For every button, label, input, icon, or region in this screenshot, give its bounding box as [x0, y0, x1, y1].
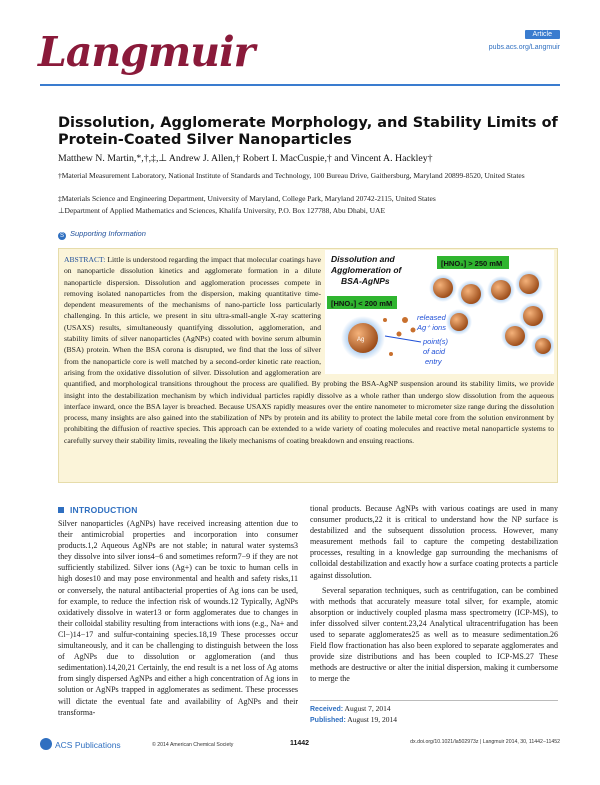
agglomerate-particle-1 — [433, 278, 453, 298]
copyright: © 2014 American Chemical Society — [152, 742, 234, 748]
journal-url-link[interactable]: pubs.acs.org/Langmuir — [488, 44, 560, 51]
received-label: Received: — [310, 706, 344, 713]
intro-paragraph-3: Several separation techniques, such as centrifugation, can be combined with methods that accurately measure total silver, for example, atomic absorption or inductively coupled plasma mass spectrometry (ICP-MS), to infer dissolved silver content.23,24 Analytical ultracentrifugation has been used to separate agglomerates25 as well as to measure sedimentation.26 Field flow fractionation has also been explored to separate agglomerates and provide size distributions and has been coupled to ICP-MS.27 These methods are destructive or alter the initial dispersion, making it cumbersome to merge the — [310, 585, 558, 684]
intro-paragraph-2: tional products. Because AgNPs with various coatings are used in many consumer products,22 it is critical to understand how the NP surface is destabilized and the subsequent dissolution process. However, many measurement methods fail to capture the competing destabilization processes, resulting in a knowledge gap surrounding the mechanisms of colloidal destabilization and exactly how a surface coating protects a particle against dissolution. — [310, 504, 558, 580]
abstract-label: ABSTRACT: — [64, 255, 106, 264]
received-date: August 7, 2014 — [344, 704, 391, 713]
introduction-heading-text: INTRODUCTION — [70, 505, 138, 515]
publication-dates — [310, 704, 397, 726]
agglomerate-particle-3 — [491, 280, 511, 300]
agglomerate-particle-8 — [450, 313, 468, 331]
released-label-1: released — [417, 313, 446, 322]
supporting-info-label: Supporting Information — [70, 229, 146, 238]
released-label-2: Ag⁺ ions — [417, 323, 446, 332]
doi-citation[interactable]: dx.doi.org/10.1021/la502973z | Langmuir 2014, 30, 11442−11452 — [410, 739, 560, 745]
agglomerate-particle-7 — [535, 338, 551, 354]
published-label: Published: — [310, 717, 346, 724]
affiliation-1: †Material Measurement Laboratory, National Institute of Standards and Technology, 100 Bureau Drive, Gaithersburg, Maryland 20899-8520, United States — [58, 171, 525, 180]
agglomerate-particle-4 — [519, 274, 539, 294]
toc-title-line3: BSA-AgNPs — [341, 276, 390, 286]
right-column — [310, 503, 558, 689]
header-divider — [40, 84, 560, 86]
section-marker-icon — [58, 507, 64, 513]
page-number: 11442 — [290, 740, 310, 747]
affiliation-3: ⊥Department of Applied Mathematics and Sciences, Khalifa University, P.O. Box 127788, Abu Dhabi, UAE — [58, 206, 386, 215]
article-badge: Article — [525, 30, 560, 39]
acid-label-1: point(s) — [423, 337, 449, 346]
toc-title-line1: Dissolution and — [331, 254, 395, 264]
toc-graphic-svg — [325, 250, 554, 374]
supporting-information-link[interactable] — [58, 229, 146, 240]
supporting-info-icon: S — [59, 233, 64, 239]
introduction-heading — [58, 505, 138, 515]
dates-divider — [310, 700, 558, 701]
agglomerate-particle-2 — [461, 284, 481, 304]
acs-publications-text: ACS Publications — [55, 740, 121, 750]
author-list: Matthew N. Martin,*,†,‡,⊥ Andrew J. Allen,† Robert I. MacCuspie,† and Vincent A. Hackley† — [58, 153, 433, 164]
intro-paragraph-1: Silver nanoparticles (AgNPs) have received increasing attention due to their antimicrobial properties and incorporation into consumer products.1,2 Aqueous AgNPs are not stable; in natural water systems3 they dissolve into silver ions4−6 and sometimes reform7−9 if they are not sufficiently stabilized. Silver ions (Ag+) can be toxic to human cells in high doses10 and may pose environmental and health and safety risks,11 or conversely, the natural antibacterial properties of Ag ions can be used, for example, to reduce the infection risk of wounds.12 Typically, AgNPs oxidatively dissolve in water13 or form agglomerates due to changes in their colloidal stability resulting from interactions with ions (e.g., Na+ and Cl−)14−17 and sulfur-containing species.18,19 These processes occur simultaneously, and it can be challenging to distinguish between the loss of AgNPs due to dissolution or agglomeration (and thus sedimentation).14,20,21 Certainly, the end result is a net loss of Ag atoms from singly dispersed AgNPs and either a high concentration of Ag ions in solution or AgNPs trapped in agglomerates as sediment. These processes will dictate the eventual fate and availability of AgNPs and their transforma- — [58, 519, 298, 717]
article-title: Dissolution, Agglomerate Morphology, and Stability Limits of Protein-Coated Silver Nanoparticles — [58, 115, 558, 148]
agglomerate-particle-6 — [505, 326, 525, 346]
acid-entry-arrow — [385, 336, 421, 342]
single-agnp-label: Ag — [357, 337, 365, 343]
acs-publications-logo[interactable] — [40, 738, 121, 750]
acid-label-3: entry — [425, 357, 442, 366]
acid-label-2: of acid — [423, 347, 446, 356]
affiliation-2: ‡Materials Science and Engineering Department, University of Maryland, College Park, Maryland 20742-2115, United States — [58, 194, 436, 203]
acs-logo-icon — [40, 738, 52, 750]
published-date: August 19, 2014 — [347, 715, 398, 724]
toc-graphic — [325, 250, 554, 374]
abstract-body: Little is understood regarding the impact that molecular coatings have on nanoparticle dissolution kinetics and agglomerate formation in a dilute nanoparticle dispersion. Dissolution and agglomeration processes compete in removing isolated nanoparticles from the dispersion, making quantitative time-dependent measurements of the mechanisms of nano-particle loss particularly challenging. In this article, we present in situ ultra-small-angle X-ray scattering (USAXS) results, simultaneously quantifying dissolution, agglomeration, and stability limits of silver nanoparticles (AgNPs) coated with bovine serum albumin (BSA) protein. When the BSA corona is disrupted, we find that the loss of silver from the nanoparticle core is well matched by a second-order kinetic rate reaction, arising from the oxidative dissolution of silver. Dissolution and agglomeration are quantified, and morphological transitions throughout the process are qualified. By probing the BSA-AgNP suspension around its stability limits, we provide insight into the destabilization mechanism by which individual particles rapidly dissolve as a whole rather than undergo slow dissolution from the aqueous interface inward, once the BSA layer is breached. Because USAXS rapidly measures over the entire nanometer to micrometer size range during the dissolution process, many insights are also gained into the stabilization of NPs by protein and its ability to protect the labile metal core from the solution environment by prohibiting the diffusion of reactive species. This approach can be extended to a wide variety of coating molecules and reactive metal nanoparticle systems to carefully survey their stability limits, revealing the likely mechanisms of coating breakdown and ensuing reactions. — [64, 255, 554, 445]
toc-title-line2: Agglomeration of — [331, 265, 402, 275]
agglomerate-particle-5 — [523, 306, 543, 326]
low-acid-label: [HNO₃] < 200 mM — [331, 299, 393, 308]
journal-title: Langmuir — [38, 28, 255, 76]
left-column — [58, 518, 298, 722]
high-acid-label: [HNO₃] > 250 mM — [441, 259, 503, 268]
